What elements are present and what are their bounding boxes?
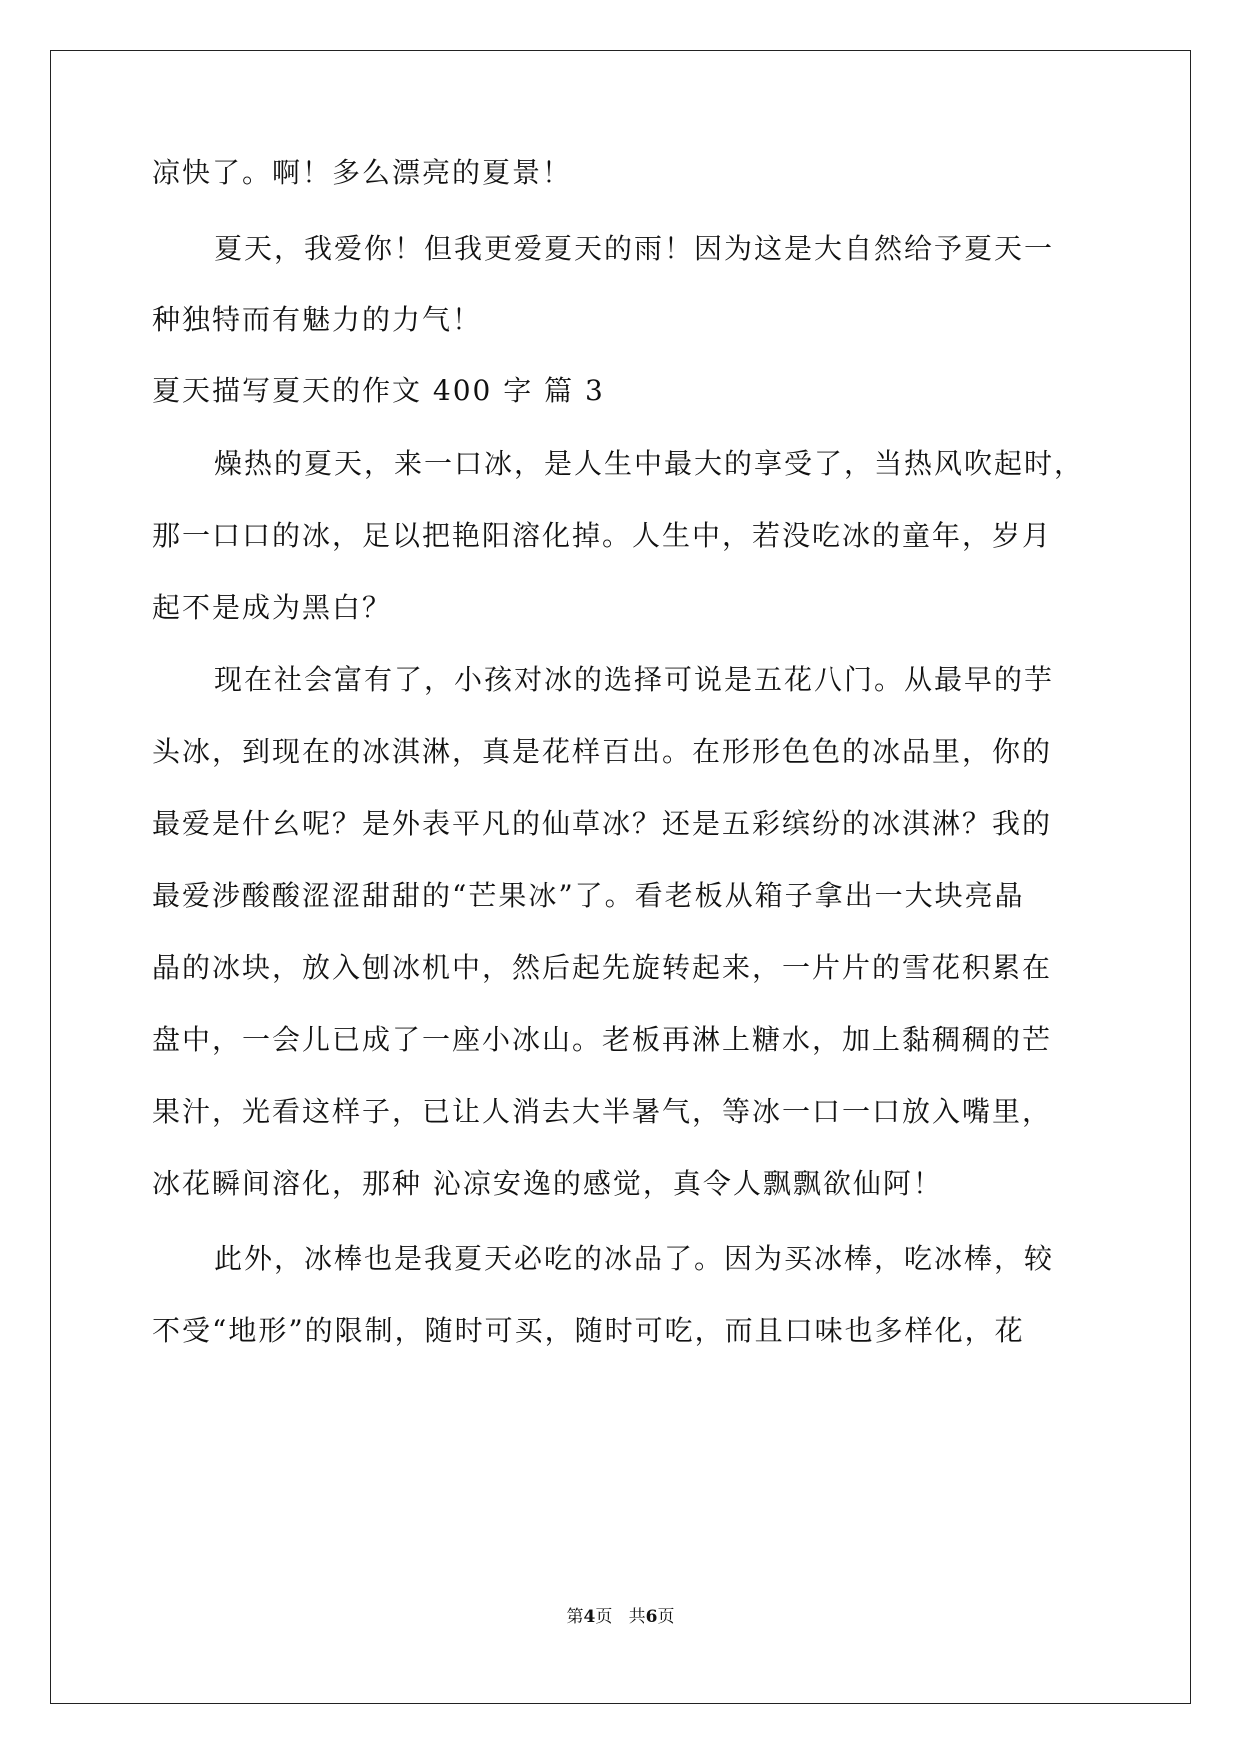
text-line-17: 不受“地形”的限制，随时可买，随时可吃，而且口味也多样化，花 <box>152 1314 1025 1347</box>
total-pages-number: 6 <box>645 1607 658 1627</box>
text-line-13: 盘中，一会儿已成了一座小冰山。老板再淋上糖水，加上黏稠稠的芒 <box>152 1023 1053 1056</box>
text-line-6: 那一口口的冰，足以把艳阳溶化掉。人生中，若没吃冰的童年，岁月 <box>152 519 1053 552</box>
text-line-10: 最爱是什幺呢？是外表平凡的仙草冰？还是五彩缤纷的冰淇淋？我的 <box>152 807 1053 840</box>
section-heading: 夏天描写夏天的作文 400 字 篇 3 <box>152 374 605 407</box>
text-line-14: 果汁，光看这样子，已让人消去大半暑气，等冰一口一口放入嘴里， <box>152 1095 1053 1128</box>
footer-prefix: 第 <box>566 1607 584 1627</box>
text-line-5: 燥热的夏天，来一口冰，是人生中最大的享受了，当热风吹起时， <box>214 447 1085 480</box>
text-line-2: 夏天，我爱你！但我更爱夏天的雨！因为这是大自然给予夏天一 <box>214 232 1055 265</box>
text-line-12: 晶的冰块，放入刨冰机中，然后起先旋转起来，一片片的雪花积累在 <box>152 951 1053 984</box>
text-line-1: 凉快了。啊！多么漂亮的夏景！ <box>152 156 573 189</box>
text-line-7: 起不是成为黑白？ <box>152 591 393 624</box>
page-footer <box>0 1605 1241 1629</box>
current-page-number: 4 <box>583 1607 596 1627</box>
footer-total-suffix: 页 <box>657 1607 675 1627</box>
text-line-9: 头冰，到现在的冰淇淋，真是花样百出。在形形色色的冰品里，你的 <box>152 735 1053 768</box>
text-line-11: 最爱涉酸酸涩涩甜甜的“芒果冰”了。看老板从箱子拿出一大块亮晶 <box>152 879 1025 912</box>
text-line-8: 现在社会富有了，小孩对冰的选择可说是五花八门。从最早的芋 <box>214 663 1055 696</box>
footer-total-prefix: 共 <box>628 1607 646 1627</box>
footer-page-word: 页 <box>595 1607 613 1627</box>
text-line-16: 此外，冰棒也是我夏天必吃的冰品了。因为买冰棒，吃冰棒，较 <box>214 1242 1055 1275</box>
text-line-15: 冰花瞬间溶化，那种 沁凉安逸的感觉，真令人飘飘欲仙阿！ <box>152 1167 943 1200</box>
text-line-3: 种独特而有魅力的力气！ <box>152 303 483 336</box>
